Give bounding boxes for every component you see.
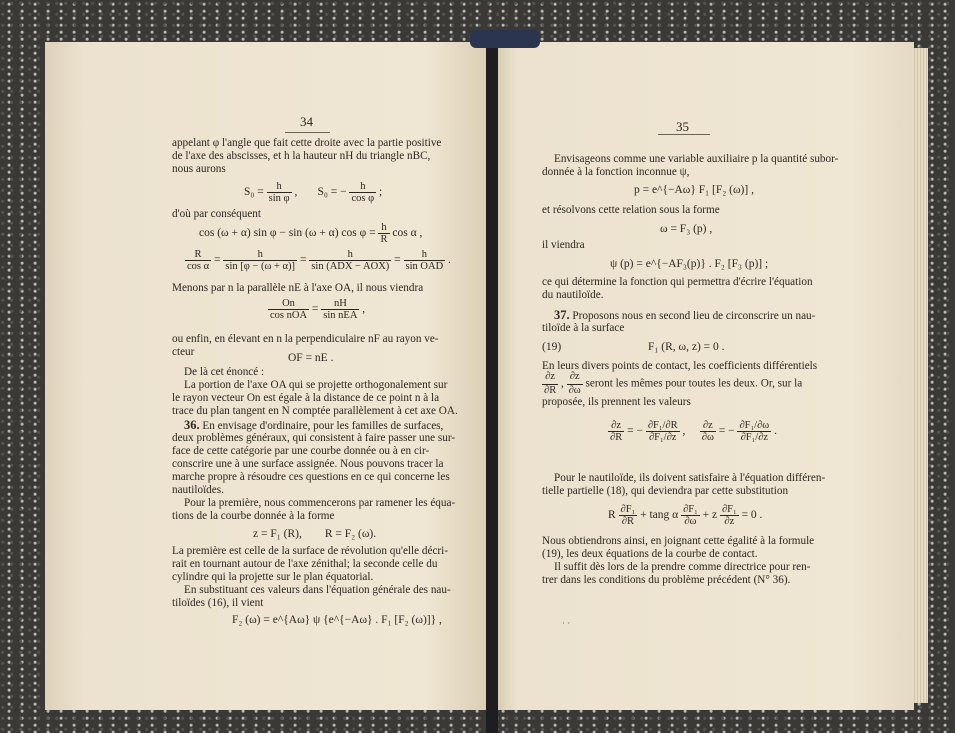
left-eq4-frac2 — [321, 298, 359, 321]
left-eq4: $\frac{On}{\text{cos nOA}}$ = $\frac{nH}{\text{sin nEA}}$ , — [270, 298, 366, 321]
right-p6-f1-den: ∂R — [544, 384, 557, 396]
right-p1-line1: Envisageons comme une variable auxiliaire p la quantité subor- — [554, 153, 839, 165]
left-p8-line1: La première est celle de la surface de révolution qu'elle décri- — [172, 545, 448, 557]
left-p6-line1 — [184, 419, 443, 433]
right-eq6-frac1 — [619, 504, 638, 527]
left-p7-line2: tions de la courbe donnée à la forme — [172, 510, 335, 522]
right-eq5-frac-c — [700, 420, 716, 443]
right-eq5-frac-a — [608, 420, 624, 443]
left-p4-line1: ou enfin, en élevant en n la perpendiculaire nF au rayon ve- — [172, 333, 439, 345]
right-eq5-c-den: ∂ω — [701, 432, 714, 443]
right-eq2: ω = F₃ (p) , — [660, 223, 713, 235]
section-36-number: 36. — [184, 418, 200, 432]
section-37-number: 37. — [554, 308, 570, 322]
left-eq3-f4-den: sin OAD — [405, 261, 444, 272]
spine-band — [470, 30, 540, 48]
right-p5-line1 — [554, 309, 815, 323]
left-eq1b-frac — [349, 181, 376, 204]
book-gutter — [486, 34, 498, 733]
left-p2: d'où par conséquent — [172, 208, 262, 220]
right-p5-line1-text: Proposons nous en second lieu de circonscrire un nau- — [569, 310, 816, 322]
right-eq5-d-num: ∂F₁/∂ω — [739, 420, 770, 431]
right-eq6-R: R — [608, 509, 616, 522]
left-p1-line3: nous aurons — [172, 163, 226, 175]
left-eq3-frac2 — [223, 249, 297, 272]
stray-mark: · · — [562, 618, 571, 628]
left-p7-line1: Pour la première, nous commencerons par ramener les équa- — [184, 497, 456, 509]
left-eq3: $\frac{R}{\text{cos α}}$ = $\frac{h}{\sin [\varphi - (\omega + \alpha)]}$ = $\frac{h}{\text{sin (ADX − AOX)}}$ = $\frac{h}{\text{sin OAD}}$ . — [187, 249, 451, 272]
left-eq3-frac1 — [185, 249, 211, 272]
left-eq6: z = F₁ (R), R = F₂ (ω). — [253, 528, 377, 540]
right-p4-line2: du nautiloïde. — [542, 289, 604, 301]
left-page-number: 34 — [300, 114, 313, 129]
right-eq6-f1-num: ∂F₁ — [620, 504, 636, 515]
left-page-number-rule — [285, 132, 330, 133]
left-eq4-f1-num: On — [268, 298, 309, 310]
right-eq6-f2-num: ∂F₁ — [683, 504, 698, 515]
left-eq2 — [199, 222, 422, 245]
left-eq4-f2-num: nH — [321, 298, 359, 310]
right-eq6-mid: + tang α — [640, 509, 679, 522]
right-p6c: proposée, ils prennent les valeurs — [542, 396, 691, 408]
left-p1-line2: de l'axe des abscisses, et h la hauteur nH du triangle nBC, — [172, 150, 431, 162]
right-p6-f2-num: ∂z — [567, 371, 583, 385]
left-eq2-num: h — [378, 222, 389, 234]
right-p6a: En leurs divers points de contact, les coefficients différentiels — [542, 360, 818, 372]
right-p3: il viendra — [542, 239, 585, 251]
left-eq5: OF = nE . — [288, 352, 334, 364]
left-p6-line6: nautiloïdes. — [172, 484, 224, 496]
right-p8-line4: trer dans les conditions du problème précédent (N° 36). — [542, 574, 791, 586]
page-edges — [912, 48, 928, 703]
left-p6-line3: face de cette catégorie par une courbe donnée ou à en cir- — [172, 445, 430, 457]
right-eq3: ψ (p) = e^{−AF₃(p)} . F₂ [F₃ (p)] ; — [610, 258, 769, 270]
right-eq5-b-den: ∂F₁/∂z — [648, 432, 677, 443]
left-eq1b-lhs: S₀ = − — [317, 186, 347, 199]
left-eq3-f1-num: R — [185, 249, 211, 261]
right-eq6-frac3 — [720, 504, 739, 527]
left-p6-line4: conscrire une à une surface assignée. Nous pouvons tracer la — [172, 458, 444, 470]
right-p6b: seront les mêmes pour toutes les deux. Or, sur la — [582, 377, 803, 390]
left-eq1a-frac — [267, 181, 292, 204]
left-eq1b-den: cos φ — [351, 193, 375, 204]
right-eq6-mid2: + z — [702, 509, 718, 522]
right-page-number: 35 — [676, 119, 689, 134]
left-eq1a-lhs: S₀ = — [244, 186, 264, 199]
left-p3: Menons par n la parallèle nE à l'axe OA, il nous viendra — [172, 282, 424, 294]
right-p6-frac1 — [542, 371, 558, 397]
right-eq5-frac-d — [737, 420, 771, 443]
left-eq3-frac4 — [404, 249, 446, 272]
right-eq6-f1-den: ∂R — [621, 516, 634, 527]
left-eq2-frac — [378, 222, 389, 245]
left-eq4-end: , — [362, 303, 366, 316]
left-eq1a-den: sin φ — [268, 193, 290, 204]
left-eq1b-num: h — [349, 181, 376, 193]
left-p8-line3: cylindre qui la projette sur le plan équatorial. — [172, 571, 374, 583]
left-p8-line5: tiloïdes (16), il vient — [172, 597, 264, 609]
left-eq7: F₂ (ω) = e^{Aω} ψ {e^{−Aω} . F₁ [F₂ (ω)]} , — [232, 614, 442, 626]
right-p5-line2: tiloïde à la surface — [542, 322, 625, 334]
right-eq6-frac2 — [681, 504, 700, 527]
left-p6-line5: marche propre à résoudre ces questions en ce qui concerne les — [172, 471, 450, 483]
right-eq6-end: = 0 . — [741, 509, 763, 522]
right-eq5: $\frac{\partial z}{\partial R}$ = − $\frac{\text{∂F₁/∂R}}{\text{∂F₁/∂z}}$ , $\frac{\partial z}{\partial\omega}$ = − $\frac{\text{∂F₁/∂ω}}{\text{∂F₁/∂z}}$ . — [610, 420, 777, 443]
right-eq5-a-den: ∂R — [610, 432, 623, 443]
right-p6-frac2 — [567, 371, 583, 397]
left-p4-line2: cteur — [172, 346, 195, 358]
left-p5-line4: trace du plan tangent en N comptée parallèlement à cet axe OA. — [172, 405, 458, 417]
right-p8-line3: Il suffit dès lors de la prendre comme directrice pour ren- — [554, 561, 811, 573]
right-eq5-d-den: ∂F₁/∂z — [740, 432, 769, 443]
left-p6-line1-text: En envisage d'ordinaire, pour les familles de surfaces, — [199, 420, 444, 432]
right-eq5-b-num: ∂F₁/∂R — [647, 420, 678, 431]
right-eq1: p = e^{−Aω} F₁ [F₂ (ω)] , — [634, 184, 754, 196]
left-eq3-f3-den: sin (ADX − AOX) — [311, 261, 390, 272]
right-p2: et résolvons cette relation sous la forme — [542, 204, 720, 216]
right-p6-f2-den: ∂ω — [568, 384, 581, 396]
left-p8-line4: En substituant ces valeurs dans l'équation générale des nau- — [184, 584, 451, 596]
right-eq6 — [608, 504, 762, 527]
right-eq4-label: (19) — [542, 341, 562, 353]
right-eq5-a-num: ∂z — [608, 420, 624, 432]
right-p7-line2: tielle partielle (18), qui deviendra par cette substitution — [542, 485, 789, 497]
left-eq1a-num: h — [267, 181, 292, 193]
right-p6-f1-num: ∂z — [542, 371, 558, 385]
left-eq1a-end: , — [294, 186, 298, 199]
right-p4-line1: ce qui détermine la fonction qui permettra d'écrire l'équation — [542, 276, 813, 288]
left-p5-line2: La portion de l'axe OA qui se projette orthogonalement sur — [184, 379, 448, 391]
right-p1-line2: donnée à la fonction inconnue ψ, — [542, 166, 690, 178]
left-eq3-f3-num: h — [309, 249, 391, 261]
right-eq5-c-num: ∂z — [700, 420, 716, 432]
left-p5-line3: le rayon vecteur On est égale à la distance de ce point n à la — [172, 392, 440, 404]
left-eq2-end: cos α , — [392, 227, 423, 240]
right-page-number-rule — [658, 134, 710, 135]
right-eq4: F₁ (R, ω, z) = 0 . — [648, 341, 725, 353]
left-eq4-f2-den: sin nEA — [323, 310, 358, 321]
left-eq2-main: cos (ω + α) sin φ − sin (ω + α) cos φ = — [199, 227, 376, 240]
right-p8-line2: (19), les deux équations de la courbe de contact. — [542, 548, 758, 560]
left-eq3-f2-den: sin [φ − (ω + α)] — [225, 261, 296, 272]
left-eq3-f2-num: h — [223, 249, 297, 261]
right-p6b-line: $\frac{\partial z}{\partial R}$ , $\frac{\partial z}{\partial\omega}$ seront les mêmes pour toutes les deux. Or, sur la — [544, 371, 803, 396]
left-eq1 — [244, 181, 382, 204]
right-eq6-f3-num: ∂F₁ — [721, 504, 737, 515]
left-eq4-frac1 — [268, 298, 309, 321]
left-eq1b-end: ; — [379, 186, 383, 199]
left-eq3-f4-num: h — [404, 249, 446, 261]
right-eq5-frac-b — [646, 420, 680, 443]
left-eq3-f1-den: cos α — [187, 261, 210, 272]
left-p1-line1: appelant φ l'angle que fait cette droite avec la partie positive — [172, 137, 442, 149]
left-eq2-den: R — [380, 234, 388, 245]
right-eq6-f3-den: ∂z — [724, 516, 735, 527]
right-p8-line1: Nous obtiendrons ainsi, en joignant cette égalité à la formule — [542, 535, 815, 547]
left-p8-line2: rait en tournant autour de l'axe zénithal; la seconde celle du — [172, 558, 438, 570]
left-p5-line1: De là cet énoncé : — [184, 366, 265, 378]
left-p6-line2: deux problèmes généraux, qui consistent à faire passer une sur- — [172, 432, 456, 444]
right-eq6-f2-den: ∂ω — [684, 516, 697, 527]
right-p7-line1: Pour le nautiloïde, ils doivent satisfaire à l'équation différen- — [554, 472, 826, 484]
left-eq3-frac3 — [309, 249, 391, 272]
left-eq4-f1-den: cos nOA — [270, 310, 308, 321]
